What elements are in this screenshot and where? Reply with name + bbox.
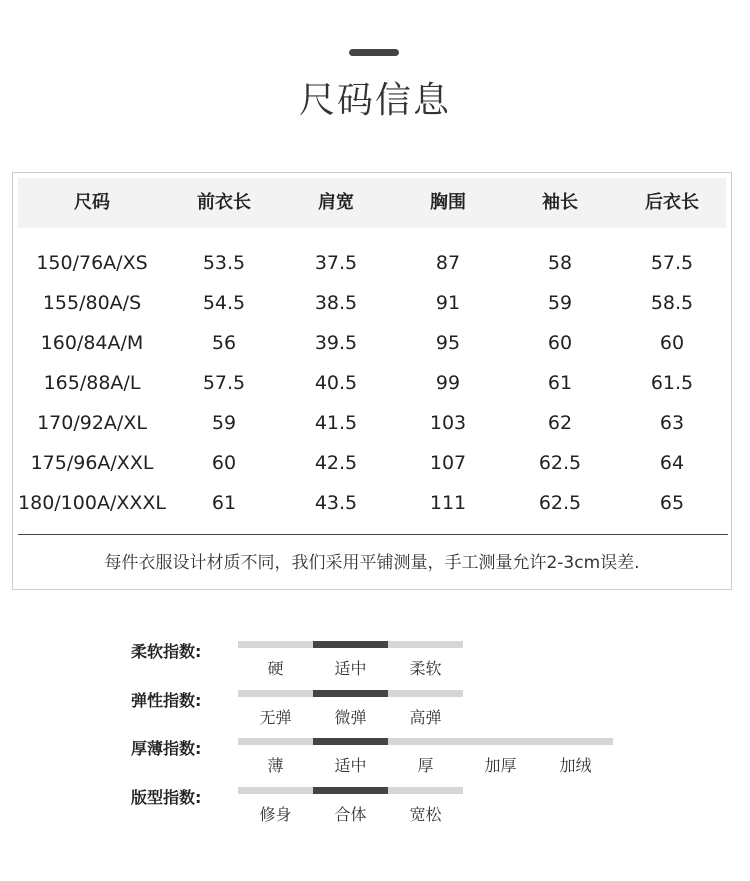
measurement-cell: 60: [659, 332, 685, 354]
measurement-cell: 56: [211, 332, 237, 354]
index-option: 硬: [267, 659, 284, 678]
measurement-cell: 41.5: [314, 412, 358, 434]
measurement-cell: 42.5: [314, 452, 358, 474]
size-label-cell: 175/96A/XXL: [30, 452, 154, 474]
measurement-cell: 95: [435, 332, 461, 354]
measurement-cell: 64: [659, 452, 685, 474]
measurement-cell: 43.5: [314, 492, 358, 514]
measurement-cell: 61: [211, 492, 237, 514]
measurement-cell: 61: [547, 372, 573, 394]
index-bar-segment: [388, 787, 463, 794]
index-bar-segment: [238, 641, 313, 648]
measurement-cell: 107: [429, 452, 467, 474]
measurement-cell: 103: [429, 412, 467, 434]
column-header: 尺码: [74, 192, 110, 213]
size-label-cell: 180/100A/XXXL: [18, 492, 166, 514]
index-option: 无弹: [259, 708, 292, 727]
column-header: 胸围: [430, 192, 466, 213]
index-label: 版型指数:: [131, 788, 202, 807]
index-option: 薄: [267, 756, 284, 775]
index-bar-segment: [238, 738, 313, 745]
index-option: 加厚: [484, 756, 517, 775]
measurement-cell: 59: [547, 292, 573, 314]
measurement-cell: 62.5: [538, 492, 582, 514]
index-option: 宽松: [409, 805, 442, 824]
measurement-cell: 58.5: [650, 292, 694, 314]
measurement-cell: 60: [211, 452, 237, 474]
index-option: 适中: [334, 756, 367, 775]
size-label-cell: 155/80A/S: [42, 292, 142, 314]
size-label-cell: 160/84A/M: [40, 332, 144, 354]
measurement-cell: 40.5: [314, 372, 358, 394]
table-divider: [18, 534, 728, 535]
size-table: [12, 172, 732, 590]
measurement-cell: 62: [547, 412, 573, 434]
index-bar-segment: [388, 690, 463, 697]
column-header: 袖长: [542, 192, 578, 213]
index-bar-segment: [238, 787, 313, 794]
index-bar-segment: [388, 738, 463, 745]
column-header: 前衣长: [197, 192, 251, 213]
measurement-cell: 38.5: [314, 292, 358, 314]
measurement-cell: 99: [435, 372, 461, 394]
measurement-cell: 62.5: [538, 452, 582, 474]
page-title: 尺码信息: [298, 80, 451, 121]
index-option: 修身: [259, 805, 292, 824]
measurement-cell: 63: [659, 412, 685, 434]
index-option: 适中: [334, 659, 367, 678]
column-header: 肩宽: [318, 192, 354, 213]
measurement-cell: 57.5: [202, 372, 246, 394]
measurement-cell: 53.5: [202, 252, 246, 274]
index-option: 高弹: [409, 708, 442, 727]
measurement-cell: 65: [659, 492, 685, 514]
index-option: 厚: [417, 756, 434, 775]
size-label-cell: 170/92A/XL: [37, 412, 147, 434]
size-label-cell: 150/76A/XS: [36, 252, 148, 274]
measurement-cell: 58: [547, 252, 573, 274]
measurement-cell: 57.5: [650, 252, 694, 274]
index-bar-selected: [313, 690, 388, 697]
column-header: 后衣长: [645, 192, 699, 213]
measurement-cell: 61.5: [650, 372, 694, 394]
measurement-cell: 60: [547, 332, 573, 354]
measurement-cell: 39.5: [314, 332, 358, 354]
measurement-cell: 59: [211, 412, 237, 434]
index-option: 柔软: [409, 659, 442, 678]
measurement-cell: 91: [435, 292, 461, 314]
index-bar-selected: [313, 787, 388, 794]
title-accent-bar: [349, 49, 399, 56]
index-bar-selected: [313, 738, 388, 745]
measurement-cell: 54.5: [202, 292, 246, 314]
measurement-cell: 37.5: [314, 252, 358, 274]
index-option: 加绒: [559, 756, 592, 775]
index-option: 合体: [334, 805, 367, 824]
index-label: 弹性指数:: [131, 691, 202, 710]
index-bar-segment: [238, 690, 313, 697]
measurement-note: 每件衣服设计材质不同，我们采用平铺测量，手工测量允许2-3cm误差.: [104, 553, 640, 573]
size-label-cell: 165/88A/L: [43, 372, 141, 394]
index-label: 柔软指数:: [131, 642, 202, 661]
index-option: 微弹: [334, 708, 367, 727]
index-bar-selected: [313, 641, 388, 648]
index-bar-segment: [463, 738, 538, 745]
measurement-cell: 111: [429, 492, 467, 514]
measurement-cell: 87: [435, 252, 461, 274]
index-label: 厚薄指数:: [131, 739, 202, 758]
index-bar-segment: [388, 641, 463, 648]
index-bar-segment: [538, 738, 613, 745]
